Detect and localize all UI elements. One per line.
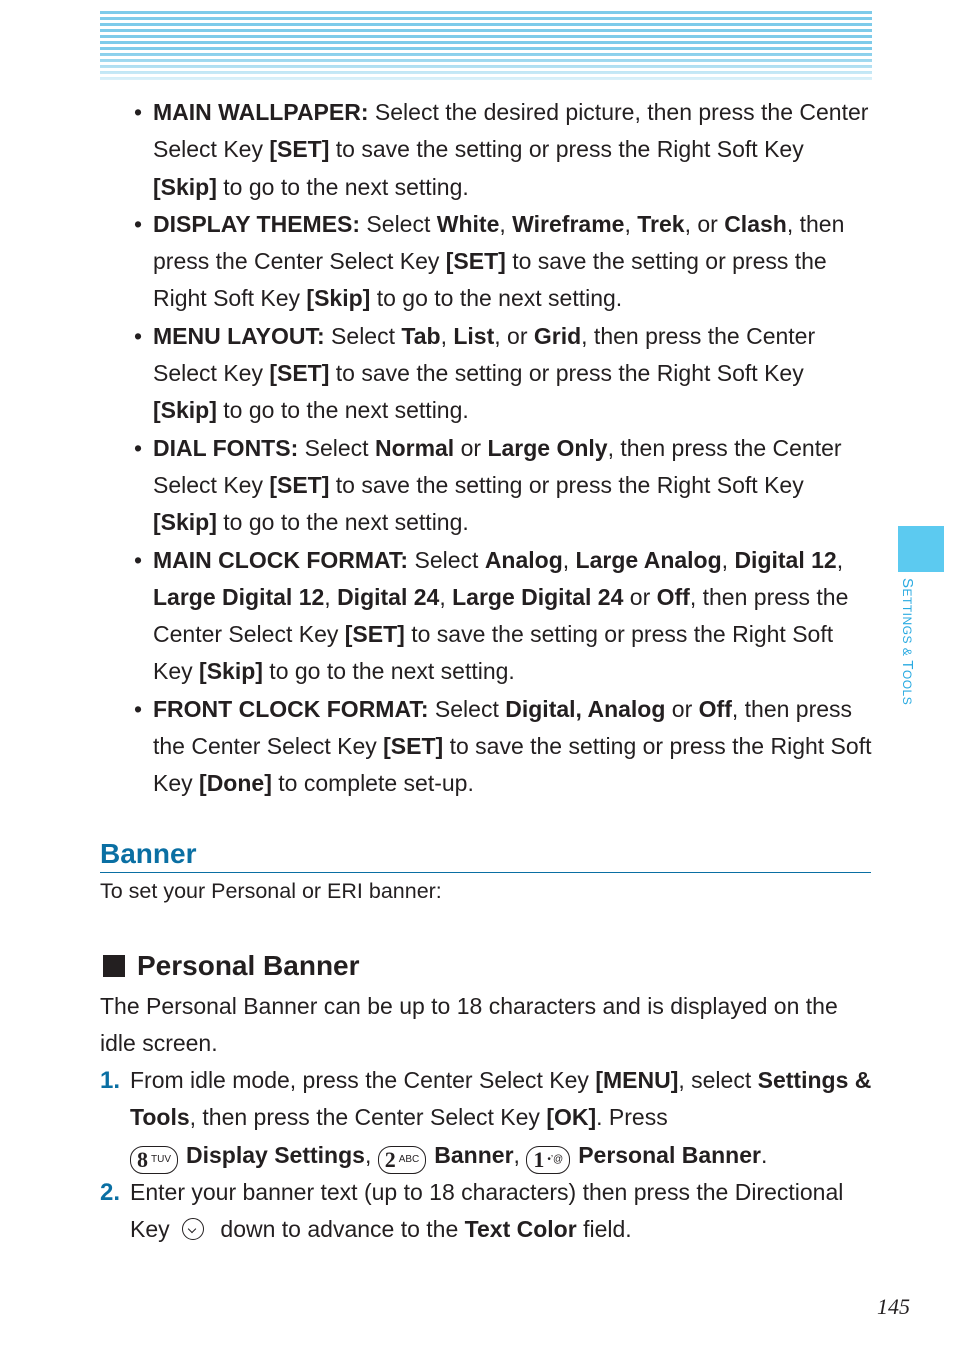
- bullet-dot-icon: •: [134, 322, 143, 349]
- bullet-dot-icon: •: [134, 695, 143, 722]
- bullet-dot-icon: •: [134, 99, 143, 125]
- keypad-2-icon: 2 ABC: [378, 1146, 427, 1174]
- section-side-label: SETTINGS & TOOLS: [899, 578, 916, 706]
- step-2: 2. Enter your banner text (up to 18 characters) then press the Directional Key down to advance to the Text Color field.: [100, 1174, 872, 1249]
- bullet-item: • MAIN WALLPAPER: Select the desired picture, then press the Center Select Key [SET] to save the setting or press the Right Soft Key [Skip] to go to the next setting.: [100, 94, 872, 206]
- directional-key-icon: [182, 1218, 204, 1240]
- steps-list: [100, 1062, 872, 1248]
- bullet-item: • DIAL FONTS: Select Normal or Large Only, then press the Center Select Key [SET] to save the setting or press the Right Soft Key [Skip] to go to the next setting.: [100, 430, 872, 542]
- section-intro: To set your Personal or ERI banner:: [100, 879, 442, 903]
- header-stripe-band: [100, 11, 872, 81]
- settings-bullet-list-container: [100, 94, 872, 803]
- page-number: 145: [877, 1294, 910, 1319]
- subsection-title: Personal Banner: [137, 950, 360, 981]
- bullet-item: • MENU LAYOUT: Select Tab, List, or Grid, then press the Center Select Key [SET] to save the setting or press the Right Soft Key [Skip] to go to the next setting.: [100, 318, 872, 430]
- bullet-item: • DISPLAY THEMES: Select White, Wireframe, Trek, or Clash, then press the Center Select Key [SET] to save the setting or press the Right Soft Key [Skip] to go to the next setting.: [100, 206, 872, 318]
- section-title-banner: Banner: [100, 836, 871, 873]
- step-number: 2.: [100, 1178, 121, 1206]
- bullet-dot-icon: •: [134, 546, 143, 573]
- keypad-8-icon: 8 TUV: [130, 1146, 178, 1174]
- subsection-heading: [100, 948, 360, 984]
- step-number: 1.: [100, 1067, 121, 1094]
- square-bullet-icon: [103, 955, 125, 977]
- bullet-dot-icon: •: [134, 210, 143, 237]
- settings-bullet-list: [100, 94, 872, 803]
- bullet-dot-icon: •: [134, 434, 143, 461]
- keypad-1-icon: 1 •’@: [526, 1146, 570, 1174]
- step-1: 1. From idle mode, press the Center Select Key [MENU], select Settings & Tools, then press the Center Select Key [OK]. Press 8 TUV Display Settings, 2 ABC Banner, 1 •’@ Personal Banner.: [100, 1062, 872, 1174]
- subsection-paragraph: The Personal Banner can be up to 18 characters and is displayed on the idle screen.: [100, 993, 838, 1057]
- bullet-item: • MAIN CLOCK FORMAT: Select Analog, Large Analog, Digital 12, Large Digital 12, Digital 24, Large Digital 24 or Off, then press the Center Select Key [SET] to save the setting or press the Right Soft Key [Skip] to go to the next setting.: [100, 542, 872, 691]
- bullet-item: • FRONT CLOCK FORMAT: Select Digital, Analog or Off, then press the Center Select Key [SET] to save the setting or press the Right Soft Key [Done] to complete set-up.: [100, 691, 872, 803]
- section-side-tab: [898, 526, 944, 572]
